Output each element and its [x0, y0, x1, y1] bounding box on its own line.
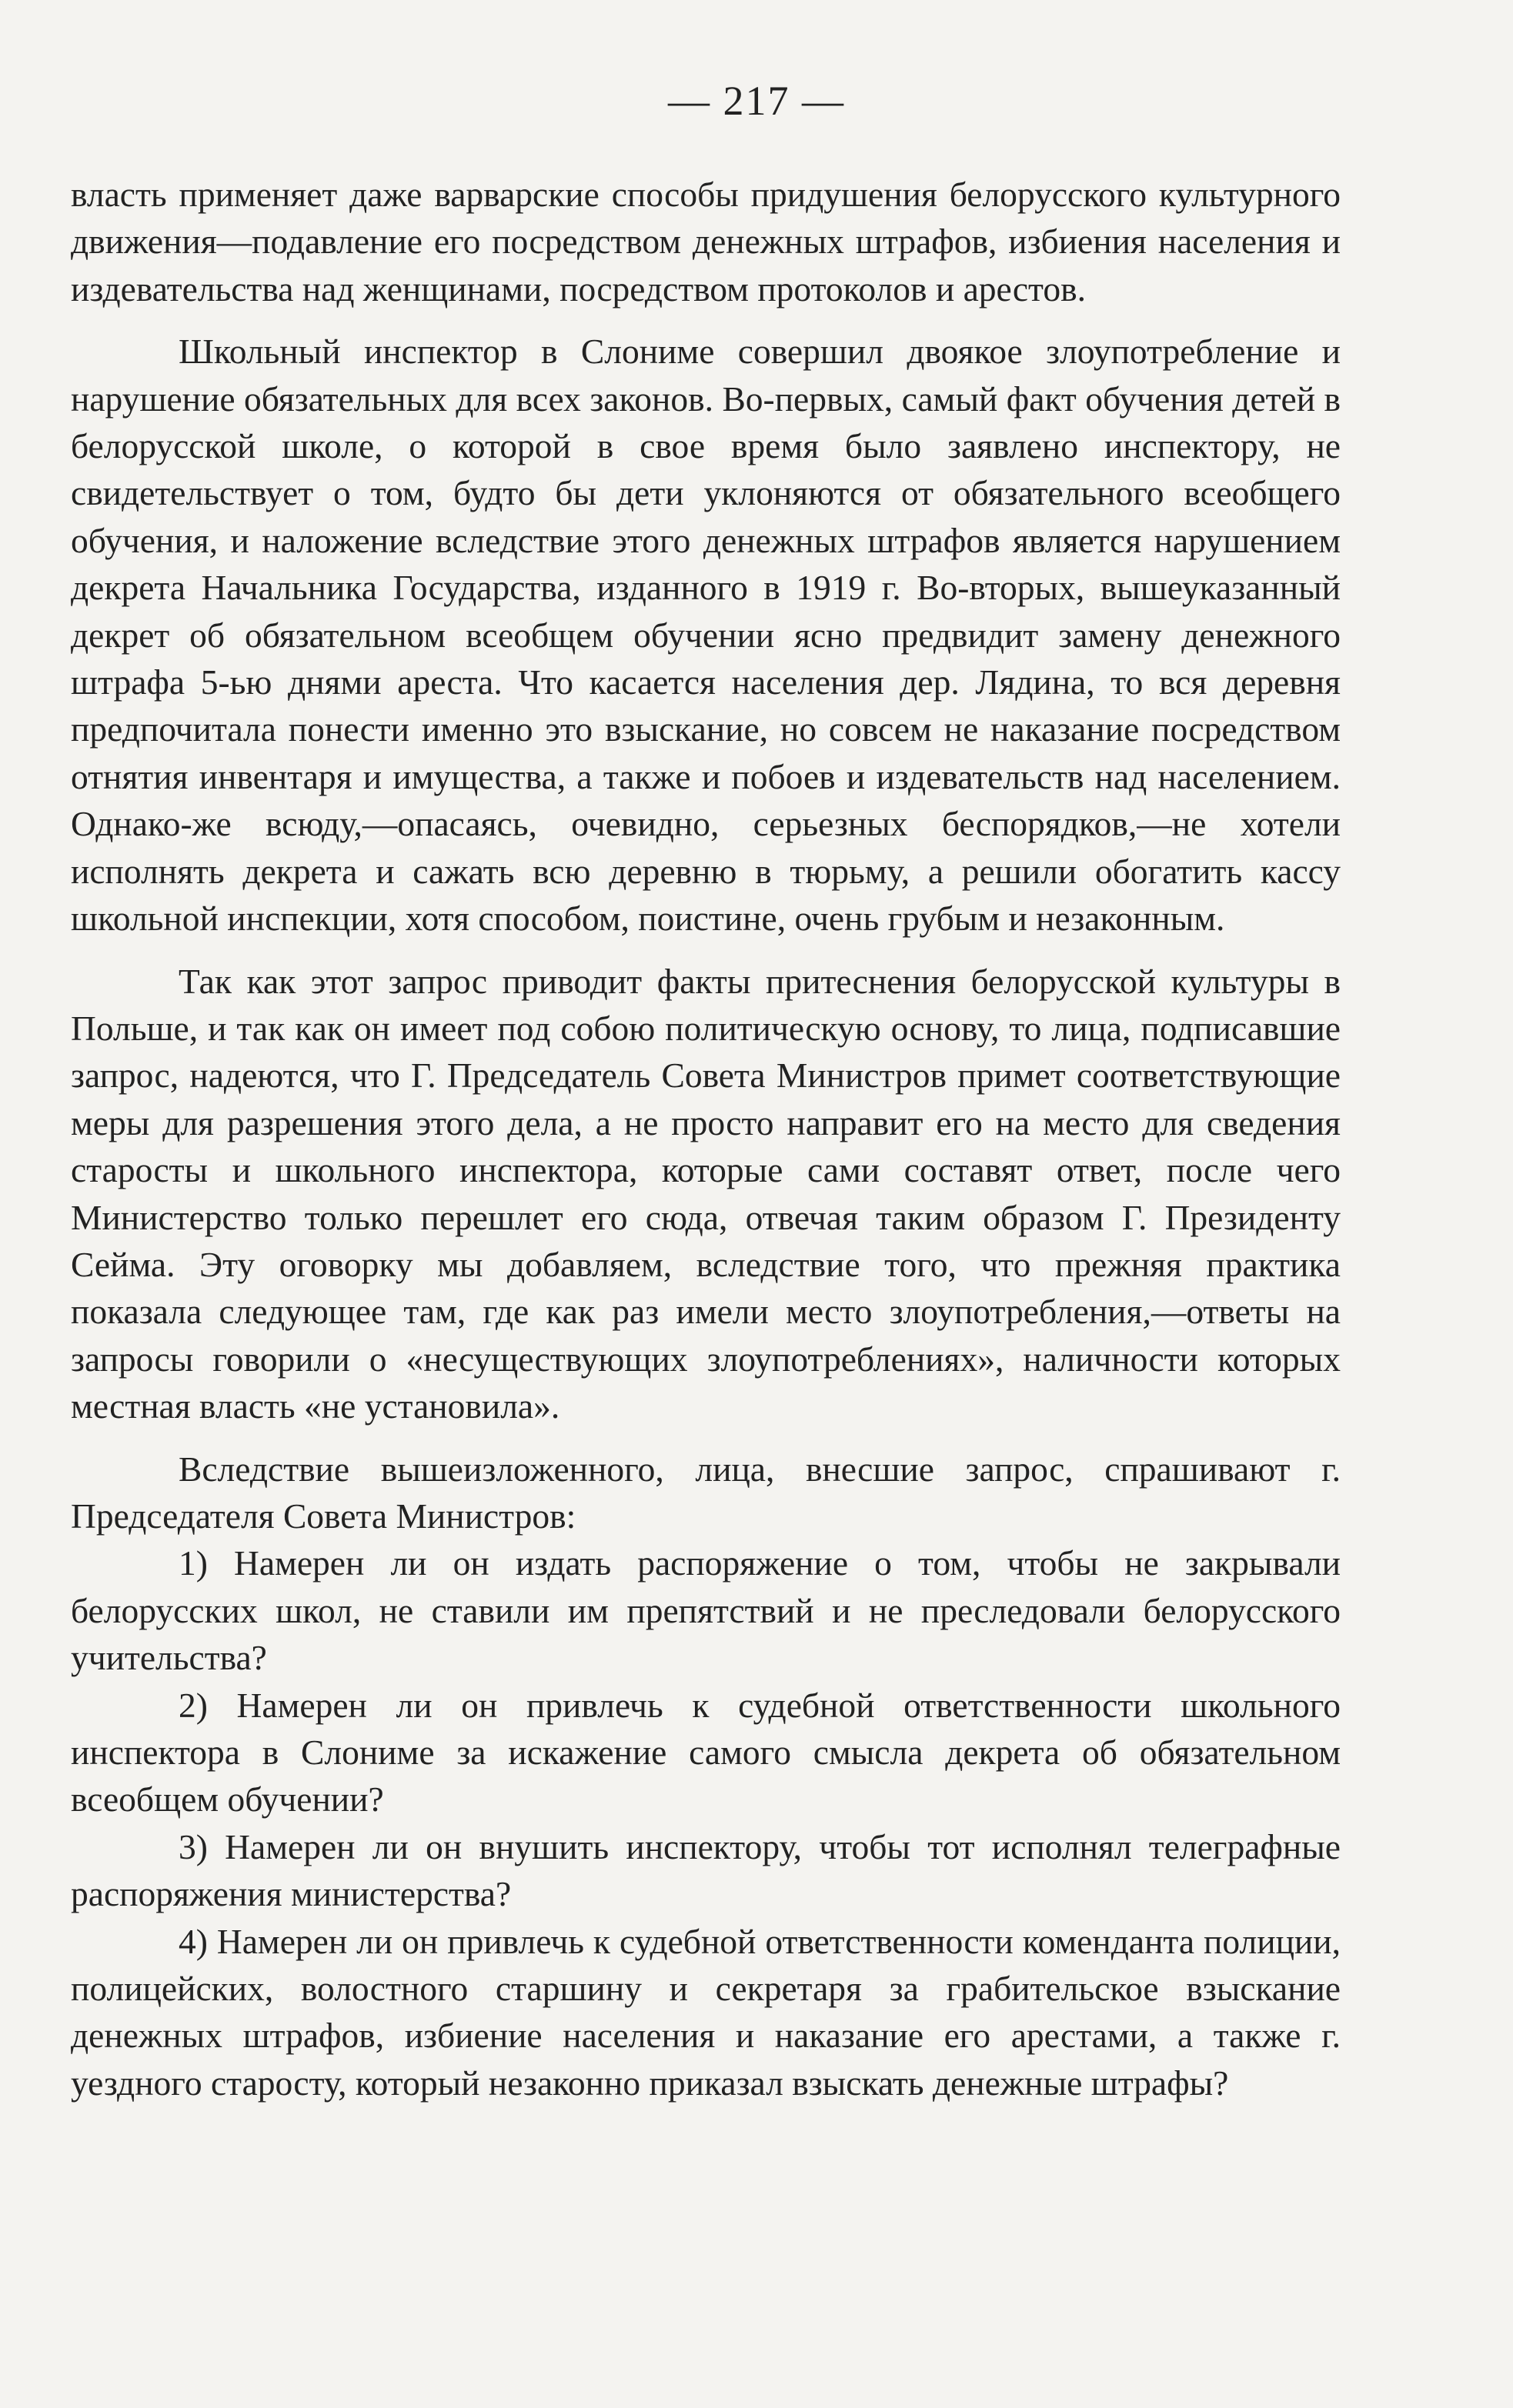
- question-item-2: 2) Намерен ли он привлечь к судебной ответственности школьного инспектора в Слониме за искажение самого смысла декрета об обязательном всеобщем обучении?: [71, 1685, 1341, 1819]
- question-item-4: 4) Намерен ли он привлечь к судебной ответственности коменданта полиции, полицейских, волостного старшину и секретаря за грабительское взыскание денежных штрафов, избиение населения и наказание его арестами, а также г. уездного старосту, который незаконно приказал взыскать денежные штрафы?: [71, 1921, 1341, 2103]
- question-item-3: 3) Намерен ли он внушить инспектору, чтобы тот исполнял телеграфные распоряжения министерства?: [71, 1826, 1341, 1914]
- paragraph-questions-lead: Вследствие вышеизложенного, лица, внесшие запрос, спрашивают г. Председателя Совета Министров:: [71, 1449, 1341, 1536]
- paragraph-request-rationale: Так как этот запрос приводит факты притеснения белорусской культуры в Польше, и так как он имеет под собою политическую основу, то лица, подписавшие запрос, надеются, что Г. Председатель Совета Министров примет соответствующие меры для разрешения этого дела, а не просто направит его на место для сведения старосты и школьного инспектора, которые сами составят ответ, после чего Министерство только перешлет его сюда, отвечая таким образом Г. Президенту Сейма. Эту оговорку мы добавляем, вследствие того, что прежняя практика показала следующее там, где как раз имели место злоупотребления,—ответы на запросы говорили о «несуществующих злоупотреблениях», наличности которых местная власть «не установила».: [71, 961, 1341, 1426]
- paragraph-intro: власть применяет даже варварские способы придушения белорусского культурного движения—подавление его посредством денежных штрафов, избиения населения и издевательства над женщинами, посредством протоколов и арестов.: [71, 175, 1341, 309]
- question-item-1: 1) Намерен ли он издать распоряжение о том, чтобы не закрывали белорусских школ, не ставили им препятствий и не преследовали белорусского учительства?: [71, 1543, 1341, 1678]
- body-text: [71, 171, 1341, 2106]
- page-number: — 217 —: [668, 78, 845, 124]
- paragraph-inspector-abuse: Школьный инспектор в Слониме совершил двоякое злоупотребление и нарушение обязательных для всех законов. Во-первых, самый факт обучения детей в белорусской школе, о которой в свое время было заявлено инспектору, не свидетельствует о том, будто бы дети уклоняются от обязательного всеобщего обучения, и наложение вследствие этого денежных штрафов является нарушением декрета Начальника Государства, изданного в 1919 г. Во-вторых, вышеуказанный декрет об обязательном всеобщем обучении ясно предвидит замену денежного штрафа 5-ью днями ареста. Что касается населения дер. Лядина, то вся деревня предпочитала понести именно это взыскание, но совсем не наказание посредством отнятия инвентаря и имущества, а также и побоев и издевательств над населением. Однако-же всюду,—опасаясь, очевидно, серьезных беспорядков,—не хотели исполнять декрета и сажать всю деревню в тюрьму, а решили обогатить кассу школьной инспекции, хотя способом, поистине, очень грубым и незаконным.: [71, 332, 1341, 939]
